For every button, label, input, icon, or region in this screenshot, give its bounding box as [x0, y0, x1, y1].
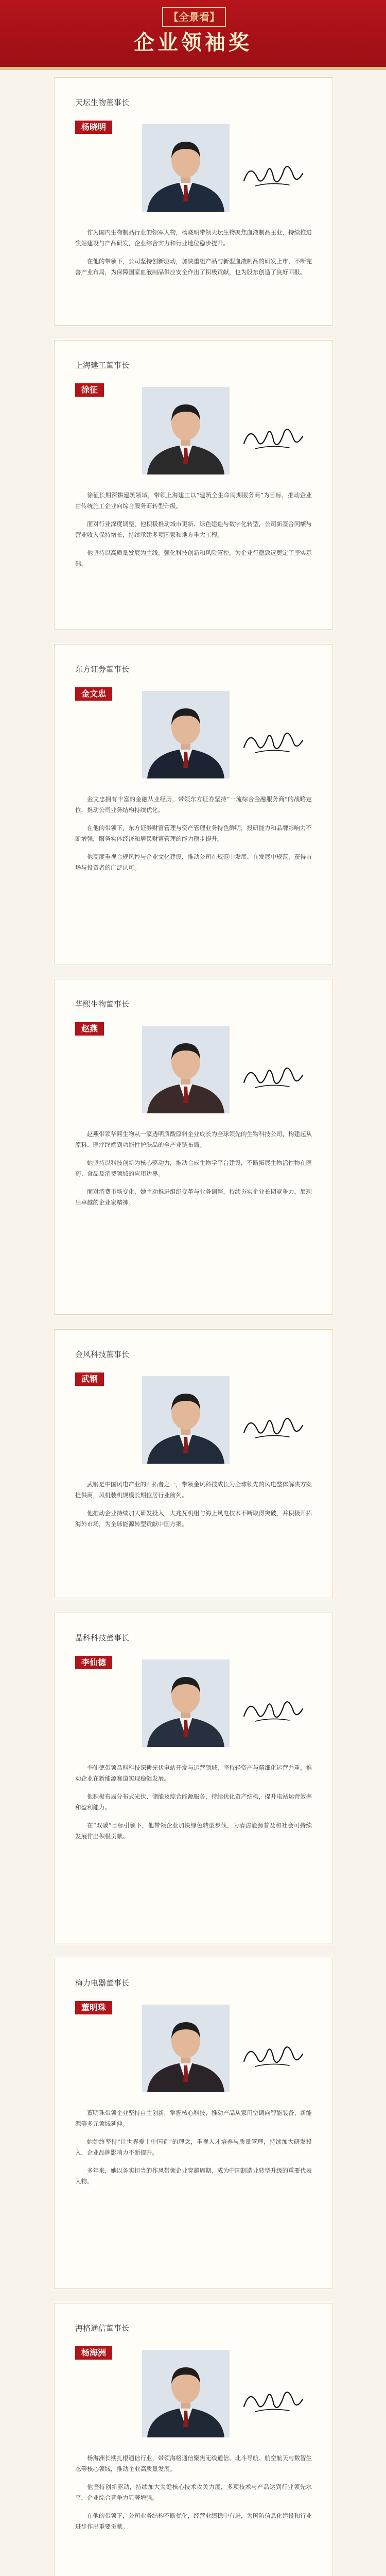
card-name-badge: 董明珠 [75, 2001, 112, 2014]
card-paragraph: 他坚持创新驱动，持续加大关键核心技术攻关力度，多项技术与产品达到行业领先水平，企业综合竞争力显著增强。 [75, 2483, 312, 2501]
card-role: 上海建工董事长 [75, 361, 130, 370]
card-paragraph: 在“双碳”目标引领下，他带领企业加快绿色转型步伐，为清洁能源普及和社会可持续发展作出积极贡献。 [75, 1822, 312, 1840]
award-card [54, 1613, 333, 1943]
award-card [54, 1958, 333, 2289]
card-header [75, 360, 129, 397]
card-header [75, 664, 129, 701]
portrait-photo [142, 1376, 230, 1464]
signature-image [240, 1057, 307, 1098]
signature-image [240, 418, 307, 459]
signature-image [240, 2381, 307, 2422]
card-paragraph: 董明珠带领企业坚持自主创新，掌握核心科技，推动产品从家用空调向智能装备、新能源等多元领域延伸。 [75, 2109, 312, 2127]
card-role: 华熙生物董事长 [75, 999, 130, 1009]
signature-image [240, 1407, 307, 1448]
card-paragraph: 面对消费市场变化，她主动推进组织变革与业务调整，持续夯实企业长期竞争力，展现出卓越的企业家精神。 [75, 1188, 312, 1206]
card-paragraph: 在他的带领下，公司业务结构不断优化，经营业绩稳中有进，为国防信息化建设和行业进步作出重要贡献。 [75, 2512, 312, 2530]
card-header [75, 1633, 129, 1669]
card-paragraph: 面对行业深度调整，他积极推动城市更新、绿色建造与数字化转型，公司新签合同额与营业收入保持增长，持续承建多项国家和地方重大工程。 [75, 520, 312, 538]
card-name-badge: 金文忠 [75, 687, 112, 701]
portrait-photo [142, 1659, 230, 1747]
card-paragraph: 她坚持以科技创新为核心驱动力，推动合成生物学平台建设，不断拓展生物活性物在医药、食品及消费领域的应用边界。 [75, 1159, 312, 1177]
portrait-photo [142, 691, 230, 778]
card-paragraph: 李仙德带领晶科科技深耕光伏电站开发与运营领域，坚持轻资产与精细化运营并重，推动企业在新能源赛道实现稳健发展。 [75, 1764, 312, 1782]
card-paragraph: 他积极布局分布式光伏、储能及综合能源服务，持续优化资产结构，提升电站运营效率和盈利能力。 [75, 1793, 312, 1811]
card-paragraph: 他坚持以高质量发展为主线，强化科技创新和风险管控，为企业行稳致远奠定了坚实基础。 [75, 549, 312, 567]
card-header [75, 999, 129, 1036]
portrait-photo [142, 1026, 230, 1113]
card-name-badge: 李仙德 [75, 1656, 112, 1669]
signature-image [240, 1690, 307, 1732]
card-paragraph: 作为国内生物制品行业的领军人物，杨晓明带领天坛生物聚焦血液制品主业，持续推进浆站建设与产品研发，企业综合实力和行业地位稳步提升。 [75, 229, 312, 247]
card-paragraph: 在他的带领下，东方证券财富管理与资产管理业务特色鲜明，投研能力和品牌影响力不断增强，服务实体经济和居民财富管理的能力稳步提升。 [75, 824, 312, 842]
card-header [75, 2323, 129, 2360]
signature-image [240, 2036, 307, 2077]
card-role: 东方证券董事长 [75, 665, 130, 674]
card-header [75, 1978, 129, 2014]
card-paragraph: 她始终坚持“让世界爱上中国造”的理念，重视人才培养与质量管理，持续加大研发投入，企业品牌影响力不断提升。 [75, 2138, 312, 2156]
award-card [54, 1329, 333, 1598]
award-card [54, 979, 333, 1315]
portrait-photo [142, 2350, 230, 2437]
portrait-photo [142, 387, 230, 474]
signature-image [240, 722, 307, 763]
banner [0, 0, 386, 70]
card-paragraph: 杨海洲长期扎根通信行业，带领海格通信聚焦无线通信、北斗导航、航空航天与数智生态等核心领域，推动企业高质量发展。 [75, 2454, 312, 2472]
card-paragraph: 他高度重视合规风控与企业文化建设，推动公司在规范中发展、在发展中规范，获得市场与投资者的广泛认可。 [75, 853, 312, 871]
card-header [75, 1349, 129, 1386]
card-name-badge: 杨晓明 [75, 121, 112, 134]
card-role: 梅力电器董事长 [75, 1978, 130, 1988]
card-paragraph: 徐征长期深耕建筑领域，带领上海建工以“建筑全生命周期服务商”为目标，推动企业由传统施工企业向综合服务商转型升级。 [75, 492, 312, 510]
card-name-badge: 杨海洲 [75, 2346, 112, 2360]
card-body [75, 1479, 312, 1537]
card-body [75, 2108, 312, 2194]
card-paragraph: 金文忠拥有丰富的金融从业经历，带领东方证券坚持“一流综合金融服务商”的战略定位，推动公司业务结构持续优化。 [75, 795, 312, 814]
portrait-photo [142, 124, 230, 212]
card-name-badge: 徐征 [75, 383, 104, 397]
award-card [54, 77, 333, 326]
card-role: 晶科科技董事长 [75, 1633, 130, 1642]
card-name-badge: 武钢 [75, 1372, 104, 1386]
card-paragraph: 他推动企业持续加大研发投入，大兆瓦机组与海上风电技术不断取得突破，并积极开拓海外市场，为全球能源转型贡献中国方案。 [75, 1510, 312, 1528]
card-name-badge: 赵燕 [75, 1022, 104, 1036]
award-card [54, 2303, 333, 2576]
banner-tag: 【全景看】 [162, 7, 226, 27]
card-body [75, 2453, 312, 2539]
card-paragraph: 赵燕带领华熙生物从一家透明质酸原料企业成长为全球领先的生物科技公司，构建起从原料、医疗终端到功能性护肤品的全产业链布局。 [75, 1130, 312, 1148]
portrait-photo [142, 2005, 230, 2092]
signature-image [240, 155, 307, 196]
card-paragraph: 多年来，她以务实担当的作风带领企业穿越周期，成为中国制造业转型升级的重要代表人物。 [75, 2167, 312, 2185]
award-card [54, 644, 333, 964]
card-role: 天坛生物董事长 [75, 98, 130, 107]
card-role: 金风科技董事长 [75, 1350, 130, 1359]
card-paragraph: 武钢是中国风电产业的开拓者之一，带领金风科技成长为全球领先的风电整体解决方案提供商，风机装机规模长期位居行业前列。 [75, 1481, 312, 1499]
card-header [75, 97, 129, 134]
card-body [75, 794, 312, 880]
card-paragraph: 在他的带领下，公司坚持创新驱动，加快重组产品与新型血液制品的研发上市，不断完善产业布局，为保障国家血液制品供应安全作出了积极贡献，也为股东创造了良好回报。 [75, 258, 312, 276]
card-body [75, 227, 312, 285]
card-body [75, 490, 312, 577]
card-role: 海格通信董事长 [75, 2324, 130, 2333]
banner-title: 企业领袖奖 [134, 31, 252, 55]
card-body [75, 1762, 312, 1849]
award-card [54, 340, 333, 630]
card-body [75, 1129, 312, 1215]
